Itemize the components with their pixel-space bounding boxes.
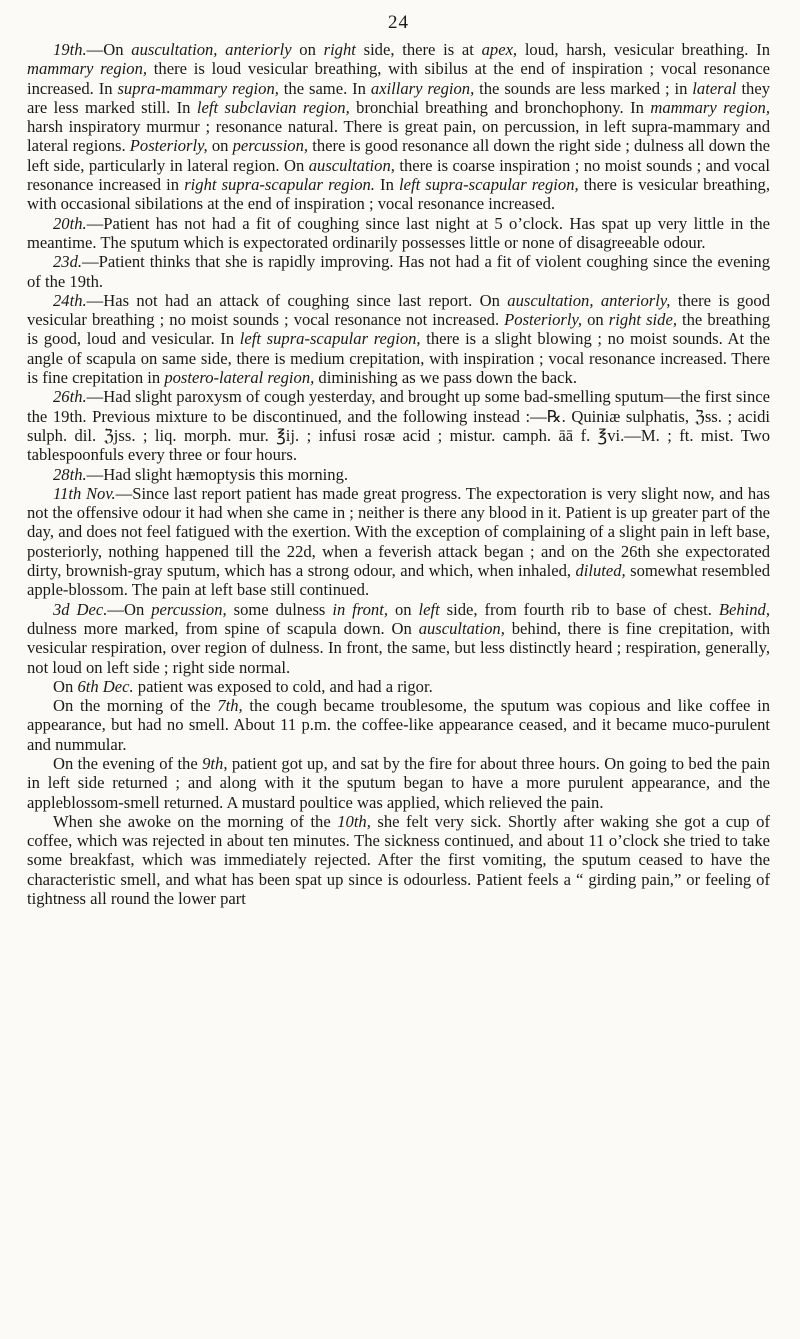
text-run: —Since last report patient has made great progress. The expectoration is very slight now, and has not the offensive odour it had when she came in ; neither is there any blood in it. Patient is up greater part of the day, and does not feel fatigued with the exertion. With the exception of complaining of a slight pain in left base, posteriorly, nothing happened till the 22d, when a feverish attack began ; and on the 26th she expectorated dirty, brownish-gray sputum, which has a strong odour, and which, when inhaled,	[27, 483, 770, 581]
italic-text: in front,	[332, 599, 388, 619]
text-run: there is coarse inspiration ; no moist sounds ; and vocal resonance increased in	[27, 155, 771, 195]
text-run: In	[374, 175, 399, 195]
text-run: on	[291, 40, 324, 59]
page-number: 24	[388, 12, 409, 33]
text-run: the cough became troublesome, the sputum was copious and like coffee in appearance, but had no smell. About 11 p.m. the coffee-like appearance ceased, and it became muco-purulent and nummular.	[27, 696, 771, 754]
italic-text: diluted,	[575, 561, 626, 581]
italic-text: lateral	[692, 78, 737, 98]
italic-text: 24th.	[53, 290, 87, 310]
italic-text: 3d Dec.	[53, 599, 108, 619]
text-run: side, there is at	[355, 40, 482, 59]
text-run: she felt very sick. Shortly after waking she got a cup of coffee, which was rejected in about ten minutes. The sickness continued, and about 11 o’clock she tried to take some breakfast, which was immediately rejected. After the first vomiting, the sputum ceased to have the characteristic smell, and what has been spat up since is odourless. Patient feels a “ girding pain,” or feeling of tightness all round the lower part	[27, 811, 770, 909]
text-run: the sounds are less marked ; in	[474, 78, 693, 98]
italic-text: postero-lateral region,	[164, 368, 315, 388]
italic-text: 6th Dec.	[77, 676, 134, 696]
paragraph	[27, 600, 770, 677]
italic-text: right	[323, 40, 356, 59]
text-run: dulness more marked, from spine of scapula down. On	[27, 618, 419, 638]
text-run: —Has not had an attack of coughing since last report. On	[86, 290, 508, 310]
text-run: somewhat resembled apple-blossom. The pain at left base still continued.	[27, 561, 770, 600]
italic-text: 7th,	[217, 696, 243, 716]
italic-text: 9th,	[202, 753, 228, 773]
text-run: patient got up, and sat by the fire for about three hours. On going to bed the pain in left side returned ; and along with it the sputum began to have a more purulent appearance, and the appleblossom-smell returned. A mustard poultice was applied, which relieved the pain.	[27, 753, 770, 812]
italic-text: percussion,	[232, 136, 309, 156]
paragraph	[27, 291, 770, 387]
italic-text: left	[418, 599, 440, 619]
italic-text: left supra-scapular region,	[398, 175, 579, 195]
paragraph	[27, 214, 770, 253]
text-run: —On	[107, 599, 152, 619]
italic-text: 20th.	[53, 213, 87, 233]
italic-text: apex,	[481, 40, 518, 59]
paragraph	[27, 484, 770, 600]
text-run: bronchial breathing and bronchophony. In	[349, 97, 651, 117]
italic-text: 10th,	[337, 811, 371, 831]
italic-text: Posteriorly,	[129, 136, 208, 156]
italic-text: percussion,	[151, 599, 227, 619]
italic-text: auscultation, anteriorly	[131, 40, 292, 59]
italic-text: 26th.	[53, 387, 87, 407]
text-run: behind, there is fine crepitation, with vesicular respiration, over region of dulness. In front, the same, but less distinctly heard ; respiration, generally, not loud on left side ; right side normal.	[27, 618, 770, 677]
paragraph	[27, 387, 770, 464]
text-run: loud, harsh, vesicular breathing. In	[517, 40, 770, 59]
text-run: side, from fourth rib to base of chest.	[439, 599, 719, 619]
text-run: there is loud vesicular breathing, with sibilus at the end of inspiration ; vocal resonance increased. In	[27, 59, 771, 98]
italic-text: auscultation, anteriorly,	[507, 290, 671, 310]
italic-text: axillary region,	[370, 78, 475, 98]
italic-text: 23d.	[53, 252, 83, 272]
italic-text: supra-mammary region,	[117, 78, 279, 98]
paragraph	[27, 677, 770, 696]
italic-text: right supra-scapular region.	[184, 175, 375, 195]
text-run: —Patient has not had a fit of coughing since last night at 5 o’clock. Has spat up very little in the meantime. The sputum which is expectorated ordinarily possesses little or none of disagreeable odour.	[27, 213, 770, 252]
text-run: on	[388, 599, 419, 619]
paragraph	[27, 465, 770, 484]
italic-text: left supra-scapular region,	[239, 329, 421, 349]
text-run: When she awoke on the morning of the	[53, 811, 338, 831]
text-run: On	[53, 676, 78, 696]
text-run: —On	[86, 40, 132, 59]
text-run: diminishing as we pass down the back.	[314, 368, 577, 388]
italic-text: auscultation,	[308, 155, 395, 175]
italic-text: Posteriorly,	[504, 310, 583, 330]
paragraph	[27, 696, 770, 754]
italic-text: right side,	[608, 310, 677, 330]
text-run: there is a slight blowing ; no moist sounds. At the angle of scapula on same side, there is medium crepitation, with inspiration ; vocal resonance increased. There is fine crepitation in	[27, 329, 771, 388]
text-run: harsh inspiratory murmur ; resonance natural. There is great pain, on percussion, in left supra-mammary and lateral regions.	[27, 117, 770, 156]
italic-text: left subclavian region,	[196, 97, 350, 117]
text-run: on	[582, 310, 609, 330]
text-run: On the evening of the	[53, 753, 203, 773]
text-run: they are less marked still. In	[27, 78, 771, 117]
italic-text: 19th.	[53, 40, 87, 59]
text-run: there is good resonance all down the right side ; dulness all down the left side, particularly in lateral region. On	[27, 136, 770, 175]
text-run: —Had slight paroxysm of cough yesterday, and brought up some bad-smelling sputum—the first since the 19th. Previous mixture to be discontinued, and the following instead :—℞. Quiniæ sulphatis, ℨss. ; acidi sulph. dil. ℨjss. ; liq. morph. mur. ℥ij. ; infusi rosæ acid ; mistur. camph. āā f. ℥vi.—M. ; ft. mist. Two tablespoonfuls every three or four hours.	[27, 387, 770, 465]
paragraph	[27, 40, 770, 214]
paragraph	[27, 252, 770, 291]
text-run: there is vesicular breathing, with occasional sibilations at the end of inspiration ; vocal resonance increased.	[27, 175, 770, 214]
italic-text: Behind,	[718, 599, 770, 619]
italic-text: 11th Nov.	[53, 483, 116, 503]
text-run: On the morning of the	[53, 696, 218, 716]
paragraph	[27, 812, 770, 908]
text-run: the same. In	[278, 78, 371, 98]
italic-text: 28th.	[53, 464, 87, 484]
text-run: the breathing is good, loud and vesicular. In	[27, 310, 771, 349]
text-run: —Had slight hæmoptysis this morning.	[86, 464, 349, 484]
body-text	[27, 40, 770, 908]
text-run: on	[207, 136, 233, 156]
text-run: —Patient thinks that she is rapidly improving. Has not had a fit of violent coughing since the evening of the 19th.	[27, 252, 770, 291]
italic-text: auscultation,	[418, 618, 505, 638]
italic-text: mammary region,	[27, 59, 148, 79]
text-run: patient was exposed to cold, and had a rigor.	[133, 676, 433, 696]
italic-text: mammary region,	[650, 97, 770, 117]
text-run: some dulness	[226, 599, 333, 619]
text-run: there is good vesicular breathing ; no moist sounds ; vocal resonance not increased.	[27, 290, 770, 330]
paragraph	[27, 754, 770, 812]
